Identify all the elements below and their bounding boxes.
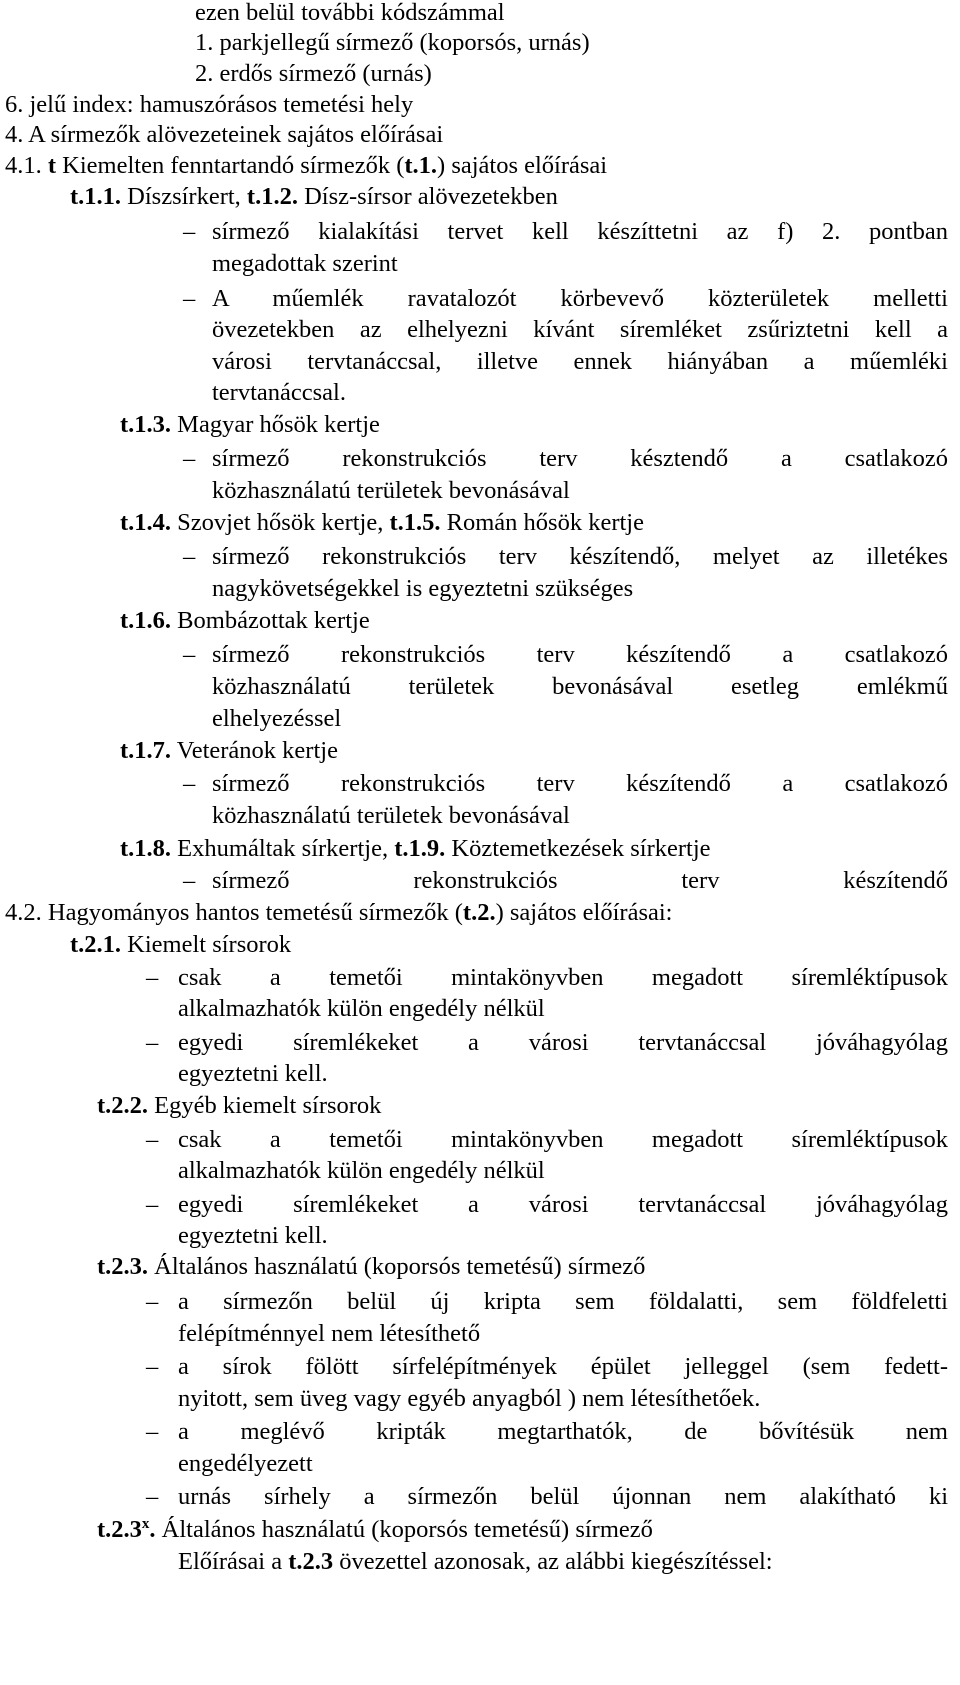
bullet-dash: – <box>146 1029 159 1056</box>
text-segment: egyedi síremlékeket a városi tervtanáccsal jóváhagyólag <box>178 1029 948 1056</box>
text-segment: egyedi síremlékeket a városi tervtanáccsal jóváhagyólag <box>178 1191 948 1218</box>
text-line <box>212 314 948 346</box>
bullet-dash: – <box>146 1288 159 1315</box>
text-segment: Általános használatú (koporsós temetésű) sírmező <box>155 1516 653 1543</box>
text-line <box>5 119 443 151</box>
bullet-dash: – <box>146 1418 159 1445</box>
section-code: t.2. <box>462 899 496 926</box>
text-line <box>212 346 948 378</box>
bullet-line <box>178 1189 948 1221</box>
section-code: t.1.3. <box>120 411 172 438</box>
text-line <box>70 181 558 213</box>
text-line <box>212 671 948 703</box>
text-line <box>178 1220 328 1252</box>
text-segment: a meglévő kripták megtarthatók, de bővítésük nem <box>178 1418 948 1445</box>
section-code: t.2.3 <box>288 1548 334 1575</box>
text-segment: Román hősök kertje <box>440 509 644 536</box>
text-segment: sírmező rekonstrukciós terv készítendő a csatlakozó <box>212 770 948 797</box>
section-code: t.1.7. <box>120 737 172 764</box>
text-segment: övezettel azonosak, az alábbi kiegészítéssel: <box>333 1548 773 1575</box>
text-line <box>212 703 341 735</box>
text-segment: Veteránok kertje <box>171 737 338 764</box>
section-code: t.1. <box>404 152 438 179</box>
text-segment: ezen belül további kódszámmal <box>195 0 505 26</box>
text-line <box>120 735 338 767</box>
text-segment: 1. parkjellegű sírmező (koporsós, urnás) <box>195 29 590 56</box>
text-segment: egyeztetni kell. <box>178 1222 328 1249</box>
section-code: t.1.6. <box>120 607 172 634</box>
text-line <box>120 833 711 865</box>
text-segment: ) sajátos előírásai <box>437 152 608 179</box>
text-segment: A műemlék ravatalozót körbevevő közterületek melletti <box>212 285 948 312</box>
text-segment: nyitott, sem üveg vagy egyéb anyagból ) nem létesíthetőek. <box>178 1385 761 1412</box>
bullet-dash: – <box>146 1126 159 1153</box>
text-segment: Exhumáltak sírkertje, <box>171 835 395 862</box>
bullet-line <box>178 1351 948 1383</box>
text-segment: 4. A sírmezők alövezeteinek sajátos előírásai <box>5 121 444 148</box>
bullet-dash: – <box>183 285 196 312</box>
text-line <box>178 1155 545 1187</box>
section-code: t.1.8. <box>120 835 172 862</box>
text-segment: Egyéb kiemelt sírsorok <box>148 1092 382 1119</box>
section-code: t.1.5. <box>389 509 441 536</box>
section-code: t.2.3. <box>97 1253 149 1280</box>
text-line <box>120 507 644 539</box>
text-line <box>195 0 505 29</box>
text-segment: közhasználatú területek bevonásával esetleg emlékmű <box>212 673 948 700</box>
text-segment: Szovjet hősök kertje, <box>171 509 390 536</box>
text-line <box>212 573 633 605</box>
text-segment: városi tervtanáccsal, illetve ennek hiányában a műemléki <box>212 348 948 375</box>
text-segment: 4.2. Hagyományos hantos temetésű sírmezők ( <box>5 899 463 926</box>
bullet-dash: – <box>146 964 159 991</box>
bullet-line <box>212 283 948 315</box>
text-line <box>5 89 413 121</box>
bullet-line <box>212 865 948 897</box>
text-line <box>5 897 672 929</box>
bullet-dash: – <box>183 543 196 570</box>
text-segment: elhelyezéssel <box>212 705 342 732</box>
text-line <box>5 150 607 182</box>
text-segment: Köztemetkezések sírkertje <box>445 835 711 862</box>
section-code: t.2.3 <box>97 1516 142 1543</box>
bullet-dash: – <box>183 770 196 797</box>
text-line <box>70 929 291 961</box>
text-line <box>178 1318 480 1350</box>
bullet-dash: – <box>183 218 196 245</box>
bullet-line <box>178 1481 948 1513</box>
text-line <box>178 1058 328 1090</box>
text-segment: sírmező rekonstrukciós terv készítendő <box>212 867 948 894</box>
text-segment: Díszsírkert, <box>121 183 247 210</box>
section-code: t.1.9. <box>394 835 446 862</box>
text-segment: Kiemelten fenntartandó sírmezők ( <box>56 152 405 179</box>
bullet-dash: – <box>146 1483 159 1510</box>
bullet-line <box>178 962 948 994</box>
text-segment: sírmező rekonstrukciós terv készítendő a csatlakozó <box>212 641 948 668</box>
section-code: t.2.2. <box>97 1092 149 1119</box>
text-line <box>178 1546 773 1578</box>
text-segment: megadottak szerint <box>212 250 398 277</box>
bullet-line <box>212 768 948 800</box>
text-line <box>195 58 432 90</box>
text-line <box>97 1251 645 1283</box>
text-segment: a sírok fölött sírfelépítmények épület jelleggel (sem fedett- <box>178 1353 948 1380</box>
text-segment: Magyar hősök kertje <box>171 411 380 438</box>
section-code: t.1.4. <box>120 509 172 536</box>
text-segment: Előírásai a <box>178 1548 289 1575</box>
text-line <box>195 27 590 59</box>
bullet-line <box>212 541 948 573</box>
bullet-dash: – <box>183 867 196 894</box>
text-segment: sírmező kialakítási tervet kell készíttetni az f) 2. pontban <box>212 218 948 245</box>
text-segment: övezetekben az elhelyezni kívánt síremléket zsűriztetni kell a <box>212 316 948 343</box>
text-segment: urnás sírhely a sírmezőn belül újonnan nem alakítható ki <box>178 1483 948 1510</box>
text-segment: egyeztetni kell. <box>178 1060 328 1087</box>
bullet-line <box>212 443 948 475</box>
text-line <box>120 409 380 441</box>
text-line <box>212 475 570 507</box>
text-segment: 6. jelű index: hamuszórásos temetési hely <box>5 91 414 118</box>
text-segment: alkalmazhatók külön engedély nélkül <box>178 1157 545 1184</box>
bullet-dash: – <box>183 445 196 472</box>
text-segment: alkalmazhatók külön engedély nélkül <box>178 995 545 1022</box>
text-segment: közhasználatú területek bevonásával <box>212 477 570 504</box>
section-code: t <box>47 152 57 179</box>
text-line <box>178 1448 313 1480</box>
text-segment: 4.1. <box>5 152 48 179</box>
text-line <box>120 605 370 637</box>
text-segment: tervtanáccsal. <box>212 379 346 406</box>
text-segment: Általános használatú (koporsós temetésű) sírmező <box>148 1253 646 1280</box>
text-segment: csak a temetői mintakönyvben megadott síremléktípusok <box>178 964 948 991</box>
text-segment: engedélyezett <box>178 1450 313 1477</box>
section-code: t.1.2. <box>246 183 298 210</box>
text-line <box>212 377 346 409</box>
bullet-line <box>178 1124 948 1156</box>
bullet-line <box>178 1286 948 1318</box>
text-line <box>212 800 570 832</box>
text-line <box>178 993 545 1025</box>
text-line <box>97 1090 381 1122</box>
section-code: t.2.1. <box>70 931 122 958</box>
bullet-line <box>212 639 948 671</box>
text-segment: sírmező rekonstrukciós terv készítendő, melyet az illetékes <box>212 543 948 570</box>
text-segment: sírmező rekonstrukciós terv késztendő a csatlakozó <box>212 445 948 472</box>
text-segment: nagykövetségekkel is egyeztetni szükséges <box>212 575 634 602</box>
text-segment: a sírmezőn belül új kripta sem földalatti, sem földfeletti <box>178 1288 948 1315</box>
text-segment: 2. erdős sírmező (urnás) <box>195 60 432 87</box>
text-segment: felépítménnyel nem létesíthető <box>178 1320 481 1347</box>
section-code: t.1.1. <box>70 183 122 210</box>
text-segment: közhasználatú területek bevonásával <box>212 802 570 829</box>
text-segment: Kiemelt sírsorok <box>121 931 292 958</box>
bullet-dash: – <box>146 1353 159 1380</box>
text-line <box>97 1514 653 1546</box>
text-line <box>178 1383 760 1415</box>
text-line <box>212 248 398 280</box>
bullet-line <box>178 1027 948 1059</box>
bullet-dash: – <box>183 641 196 668</box>
text-segment: csak a temetői mintakönyvben megadott síremléktípusok <box>178 1126 948 1153</box>
bullet-line <box>212 216 948 248</box>
text-segment: Bombázottak kertje <box>171 607 370 634</box>
section-code: . <box>149 1516 156 1543</box>
bullet-line <box>178 1416 948 1448</box>
bullet-dash: – <box>146 1191 159 1218</box>
text-segment: ) sajátos előírásai: <box>495 899 673 926</box>
section-code: x <box>141 1516 150 1532</box>
text-segment: Dísz-sírsor alövezetekben <box>297 183 558 210</box>
